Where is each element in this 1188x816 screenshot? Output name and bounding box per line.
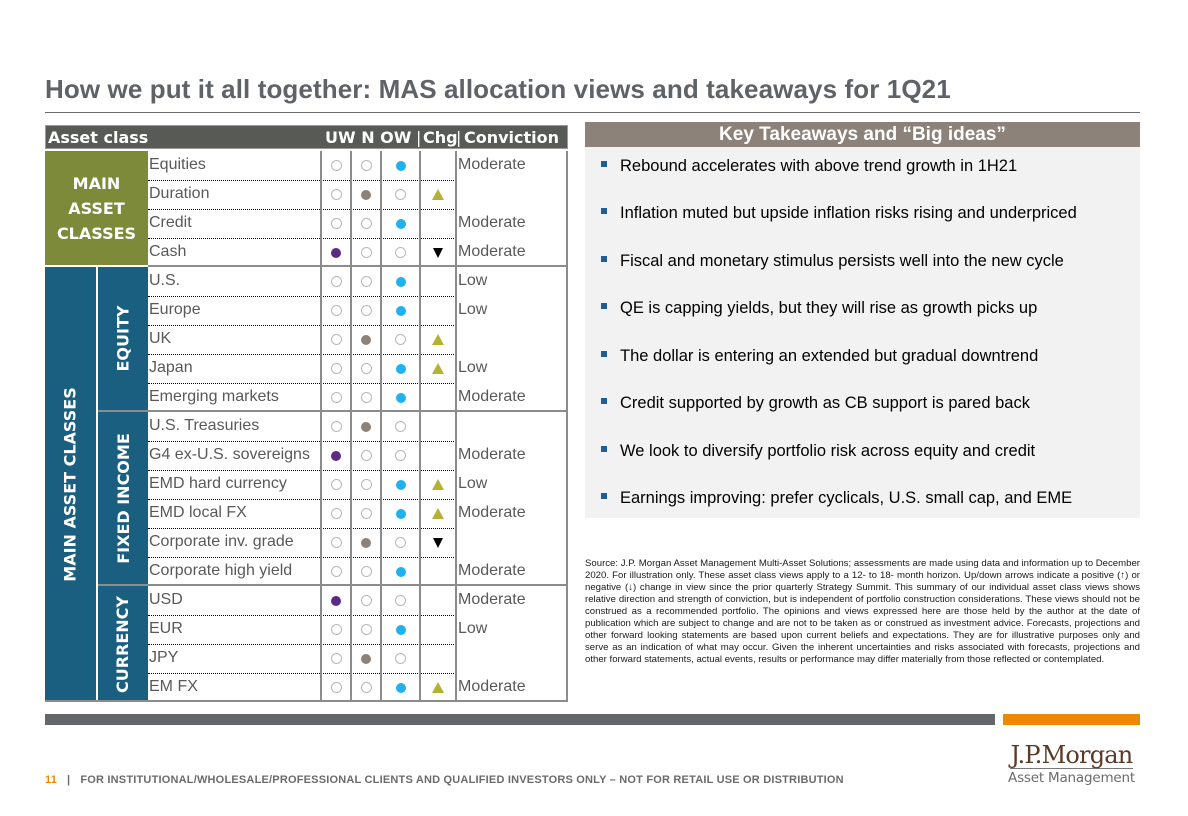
view-cell-n (351, 180, 381, 209)
square-bullet-icon (601, 493, 607, 499)
table-row (148, 383, 568, 412)
view-cell-uw (321, 644, 351, 673)
takeaway-item (601, 204, 1077, 223)
change-cell (420, 151, 456, 180)
footer (45, 774, 844, 786)
asset-name: Corporate high yield (149, 562, 293, 579)
view-cell-ow (381, 528, 420, 557)
up-triangle-icon (432, 334, 444, 345)
table-row (148, 267, 568, 296)
empty-circle-icon (331, 160, 342, 171)
logo-brand: J.P.Morgan (1010, 741, 1133, 769)
view-cell-uw (321, 441, 351, 470)
empty-circle-icon (395, 189, 406, 200)
view-cell-uw (321, 412, 351, 441)
view-cell-ow (381, 325, 420, 354)
view-cell-n (351, 673, 381, 702)
change-cell (420, 441, 456, 470)
asset-name: JPY (149, 649, 179, 666)
conviction-cell (456, 528, 568, 557)
header-chg: Chg (423, 128, 458, 147)
view-cell-uw (321, 586, 351, 615)
takeaway-text: Inflation muted but upside inflation risks rising and underpriced (620, 204, 1077, 222)
change-cell (420, 586, 456, 615)
table-right-border (566, 151, 568, 702)
asset-name: Credit (149, 214, 192, 231)
down-triangle-icon (433, 248, 443, 258)
down-triangle-icon (433, 538, 443, 548)
takeaway-item (601, 394, 1030, 413)
footer-orange-bar (1003, 714, 1140, 725)
header-separator: | (416, 128, 422, 147)
group-currency (98, 586, 148, 702)
allocation-table (45, 125, 568, 702)
group-fixed-income (98, 412, 148, 584)
up-triangle-icon (432, 479, 444, 490)
square-bullet-icon (601, 351, 607, 357)
filled-circle-icon (396, 393, 406, 403)
view-cell-n (351, 615, 381, 644)
header-asset-class: Asset class (48, 128, 149, 147)
table-row (148, 151, 568, 180)
view-cell-ow (381, 615, 420, 644)
conviction-cell (456, 180, 568, 209)
empty-circle-icon (361, 450, 372, 461)
view-cell-uw (321, 557, 351, 586)
filled-circle-icon (361, 335, 371, 345)
group-label: MAIN ASSET CLASSES (61, 387, 81, 582)
view-cell-n (351, 325, 381, 354)
square-bullet-icon (601, 208, 607, 214)
empty-circle-icon (361, 624, 372, 635)
footer-separator: | (67, 774, 71, 786)
view-cell-uw (321, 354, 351, 383)
takeaway-item (601, 489, 1072, 508)
empty-circle-icon (361, 247, 372, 258)
title-divider (45, 112, 1140, 113)
filled-circle-icon (331, 596, 341, 606)
filled-circle-icon (396, 161, 406, 171)
change-cell (420, 528, 456, 557)
asset-name: EMD hard currency (149, 475, 287, 492)
table-row (148, 644, 568, 673)
page-number: 11 (45, 774, 58, 786)
view-cell-n (351, 209, 381, 238)
view-cell-ow (381, 412, 420, 441)
logo-subtitle: Asset Management (1008, 770, 1135, 786)
conviction-cell: Moderate (458, 446, 526, 463)
empty-circle-icon (395, 537, 406, 548)
view-cell-uw (321, 499, 351, 528)
empty-circle-icon (395, 450, 406, 461)
footer-gray-bar (45, 714, 995, 725)
asset-name: EMD local FX (149, 504, 247, 521)
table-row (148, 354, 568, 383)
empty-circle-icon (331, 653, 342, 664)
view-cell-n (351, 238, 381, 267)
filled-circle-icon (361, 538, 371, 548)
view-cell-uw (321, 615, 351, 644)
section-divider (98, 584, 568, 586)
view-cell-ow (381, 296, 420, 325)
view-cell-ow (381, 238, 420, 267)
filled-circle-icon (361, 190, 371, 200)
square-bullet-icon (601, 398, 607, 404)
conviction-cell: Moderate (458, 388, 526, 405)
filled-circle-icon (396, 625, 406, 635)
view-cell-ow (381, 470, 420, 499)
asset-name: Corporate inv. grade (149, 533, 294, 550)
filled-circle-icon (396, 480, 406, 490)
change-cell (420, 557, 456, 586)
empty-circle-icon (331, 624, 342, 635)
group-label: EQUITY (113, 305, 133, 372)
conviction-cell (456, 412, 568, 441)
filled-circle-icon (361, 422, 371, 432)
conviction-cell: Moderate (458, 156, 526, 173)
view-cell-uw (321, 673, 351, 702)
header-conviction: Conviction (464, 128, 560, 147)
table-row (148, 673, 568, 702)
change-cell (420, 412, 456, 441)
empty-circle-icon (361, 595, 372, 606)
view-cell-ow (381, 557, 420, 586)
up-triangle-icon (432, 189, 444, 200)
conviction-cell (456, 325, 568, 354)
view-cell-ow (381, 383, 420, 412)
footer-disclaimer: FOR INSTITUTIONAL/WHOLESALE/PROFESSIONAL CLIENTS AND QUALIFIED INVESTORS ONLY – NOT FOR RETAIL USE OR DISTRIBUTION (80, 774, 844, 786)
view-cell-n (351, 470, 381, 499)
table-row (148, 528, 568, 557)
section-divider (148, 265, 568, 267)
empty-circle-icon (331, 363, 342, 374)
filled-circle-icon (396, 364, 406, 374)
asset-name: Japan (149, 359, 193, 376)
group-label: CURRENCY (113, 595, 133, 693)
asset-name: U.S. Treasuries (149, 417, 260, 434)
key-takeaways-panel (585, 122, 1140, 518)
empty-circle-icon (331, 218, 342, 229)
view-cell-uw (321, 151, 351, 180)
view-cell-ow (381, 441, 420, 470)
empty-circle-icon (331, 537, 342, 548)
empty-circle-icon (331, 276, 342, 287)
filled-circle-icon (396, 306, 406, 316)
group-equity (98, 267, 148, 410)
conviction-cell: Low (458, 301, 488, 318)
empty-circle-icon (395, 653, 406, 664)
view-cell-uw (321, 528, 351, 557)
empty-circle-icon (361, 276, 372, 287)
header-separator: | (456, 128, 462, 147)
takeaway-text: Credit supported by growth as CB support is pared back (620, 394, 1030, 412)
asset-name: Europe (149, 301, 201, 318)
view-cell-uw (321, 296, 351, 325)
view-cell-uw (321, 238, 351, 267)
square-bullet-icon (601, 256, 607, 262)
column-divider (320, 151, 322, 702)
conviction-cell (456, 644, 568, 673)
view-cell-n (351, 296, 381, 325)
empty-circle-icon (331, 189, 342, 200)
view-cell-ow (381, 644, 420, 673)
empty-circle-icon (331, 479, 342, 490)
empty-circle-icon (395, 595, 406, 606)
empty-circle-icon (361, 160, 372, 171)
takeaway-text: QE is capping yields, but they will rise as growth picks up (620, 299, 1038, 317)
square-bullet-icon (601, 161, 607, 167)
asset-name: USD (149, 591, 183, 608)
conviction-cell: Low (458, 620, 488, 637)
takeaway-item (601, 299, 1037, 318)
group-label-line: CLASSES (56, 223, 137, 243)
empty-circle-icon (361, 218, 372, 229)
empty-circle-icon (331, 566, 342, 577)
takeaway-text: Earnings improving: prefer cyclicals, U.S. small cap, and EME (620, 489, 1073, 507)
change-cell (420, 383, 456, 412)
filled-circle-icon (396, 219, 406, 229)
change-cell (420, 267, 456, 296)
empty-circle-icon (395, 247, 406, 258)
empty-circle-icon (331, 334, 342, 345)
square-bullet-icon (601, 446, 607, 452)
column-divider (350, 151, 352, 702)
group-label: FIXED INCOME (113, 432, 133, 564)
takeaway-item (601, 157, 1017, 176)
view-cell-uw (321, 209, 351, 238)
view-cell-ow (381, 151, 420, 180)
section-divider (98, 410, 568, 412)
empty-circle-icon (331, 421, 342, 432)
empty-circle-icon (361, 566, 372, 577)
empty-circle-icon (331, 508, 342, 519)
filled-circle-icon (396, 683, 406, 693)
view-cell-ow (381, 673, 420, 702)
view-cell-ow (381, 267, 420, 296)
empty-circle-icon (395, 421, 406, 432)
empty-circle-icon (361, 305, 372, 316)
key-takeaways-title: Key Takeaways and “Big ideas” (585, 122, 1140, 147)
change-cell (420, 180, 456, 209)
takeaway-text: Fiscal and monetary stimulus persists well into the new cycle (620, 252, 1064, 270)
asset-name: Cash (149, 243, 187, 260)
table-row (148, 296, 568, 325)
view-cell-n (351, 441, 381, 470)
change-cell (420, 615, 456, 644)
change-cell (420, 470, 456, 499)
empty-circle-icon (331, 392, 342, 403)
conviction-cell: Moderate (458, 243, 526, 260)
table-row (148, 180, 568, 209)
column-divider (455, 151, 457, 702)
view-cell-n (351, 557, 381, 586)
conviction-cell: Moderate (458, 678, 526, 695)
header-positions: UW N OW (325, 128, 412, 147)
table-row (148, 325, 568, 354)
asset-name: Duration (149, 185, 210, 202)
view-cell-uw (321, 180, 351, 209)
takeaway-text: The dollar is entering an extended but gradual downtrend (620, 347, 1039, 365)
filled-circle-icon (331, 451, 341, 461)
view-cell-uw (321, 383, 351, 412)
filled-circle-icon (361, 654, 371, 664)
source-note: Source: J.P. Morgan Asset Management Multi-Asset Solutions; assessments are made using data and information up to December 2020. For illustration only. These asset class views apply to a 12- to 18- month horizon. Up/down arrows indicate a positive (↑) or negative (↓) change in view since the prior quarterly Strategy Summit. This summary of our individual asset class views shows relative direction and strength of conviction, but is independent of portfolio construction considerations. These views should not be construed as a recommended portfolio. The opinions and views expressed here are those held by the author at the date of publication which are subject to change and are not to be taken as or construed as investment advice. Forecasts, projections and other forward looking statements are based upon current beliefs and expectations. They are for illustrative purposes only and serve as an indication of what may occur. Given the inherent uncertainties and risks associated with forecasts, projections and other forward statements, actual events, results or performance may differ materially from those reflected or contemplated. (585, 558, 1140, 665)
conviction-cell: Moderate (458, 562, 526, 579)
asset-name: UK (149, 330, 172, 347)
square-bullet-icon (601, 303, 607, 309)
filled-circle-icon (396, 509, 406, 519)
view-cell-ow (381, 180, 420, 209)
group-label-line: ASSET (68, 198, 125, 218)
table-row (148, 412, 568, 441)
view-cell-n (351, 383, 381, 412)
table-header (45, 125, 568, 149)
table-row (148, 238, 568, 267)
view-cell-n (351, 412, 381, 441)
change-cell (420, 354, 456, 383)
empty-circle-icon (331, 305, 342, 316)
group-main-asset-class-vertical (45, 267, 96, 702)
conviction-cell: Low (458, 272, 488, 289)
view-cell-n (351, 499, 381, 528)
table-row (148, 557, 568, 586)
change-cell (420, 296, 456, 325)
table-row (148, 586, 568, 615)
takeaway-text: Rebound accelerates with above trend growth in 1H21 (620, 157, 1018, 175)
table-row (148, 499, 568, 528)
table-row (148, 615, 568, 644)
view-cell-ow (381, 354, 420, 383)
view-cell-ow (381, 209, 420, 238)
group-main-asset-classes (45, 151, 148, 265)
asset-name: Equities (149, 156, 206, 173)
view-cell-n (351, 528, 381, 557)
change-cell (420, 325, 456, 354)
table-row (148, 441, 568, 470)
view-cell-n (351, 267, 381, 296)
takeaway-item (601, 252, 1064, 271)
page-title: How we put it all together: MAS allocation views and takeaways for 1Q21 (45, 74, 951, 104)
column-divider (380, 151, 382, 702)
asset-name: EUR (149, 620, 183, 637)
asset-name: EM FX (149, 678, 198, 695)
takeaway-item (601, 442, 1035, 461)
view-cell-n (351, 586, 381, 615)
view-cell-n (351, 354, 381, 383)
conviction-cell: Low (458, 475, 488, 492)
table-bottom-border (45, 700, 568, 702)
empty-circle-icon (361, 508, 372, 519)
empty-circle-icon (331, 682, 342, 693)
empty-circle-icon (395, 334, 406, 345)
conviction-cell: Moderate (458, 591, 526, 608)
up-triangle-icon (432, 682, 444, 693)
conviction-cell: Low (458, 359, 488, 376)
empty-circle-icon (361, 682, 372, 693)
empty-circle-icon (361, 363, 372, 374)
change-cell (420, 499, 456, 528)
asset-name: U.S. (149, 272, 181, 289)
view-cell-n (351, 151, 381, 180)
change-cell (420, 644, 456, 673)
view-cell-uw (321, 267, 351, 296)
jpmorgan-logo (1003, 742, 1140, 787)
view-cell-uw (321, 470, 351, 499)
takeaway-text: We look to diversify portfolio risk across equity and credit (620, 442, 1036, 460)
up-triangle-icon (432, 508, 444, 519)
change-cell (420, 209, 456, 238)
view-cell-ow (381, 586, 420, 615)
up-triangle-icon (432, 363, 444, 374)
filled-circle-icon (396, 567, 406, 577)
filled-circle-icon (331, 248, 341, 258)
column-divider (419, 151, 421, 702)
empty-circle-icon (361, 392, 372, 403)
asset-name: G4 ex-U.S. sovereigns (149, 446, 310, 463)
view-cell-ow (381, 499, 420, 528)
view-cell-uw (321, 325, 351, 354)
change-cell (420, 673, 456, 702)
change-cell (420, 238, 456, 267)
table-row (148, 209, 568, 238)
empty-circle-icon (361, 479, 372, 490)
view-cell-n (351, 644, 381, 673)
takeaway-item (601, 347, 1038, 366)
group-label-line: MAIN (72, 173, 121, 193)
asset-name: Emerging markets (149, 388, 279, 405)
filled-circle-icon (396, 277, 406, 287)
conviction-cell: Moderate (458, 504, 526, 521)
conviction-cell: Moderate (458, 214, 526, 231)
table-row (148, 470, 568, 499)
